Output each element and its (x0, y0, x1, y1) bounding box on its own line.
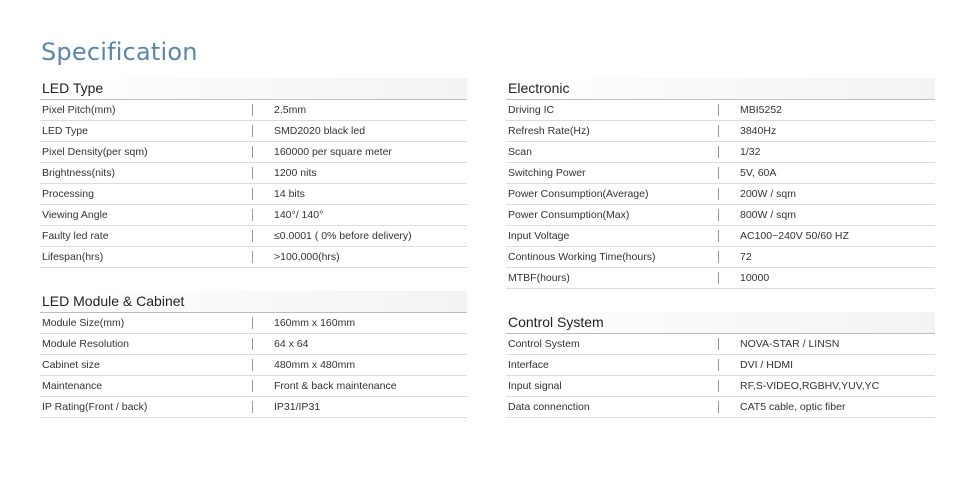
spec-value: MBI5252 (740, 104, 783, 116)
spec-value: 1/32 (740, 146, 761, 158)
spec-label: Power Consumption(Max) (508, 209, 630, 221)
spec-value: 140°/ 140° (274, 209, 324, 221)
spec-row (506, 100, 935, 121)
spec-row (40, 121, 467, 142)
spec-value: IP31/IP31 (274, 401, 321, 413)
spec-row (40, 397, 467, 418)
spec-label: Refresh Rate(Hz) (508, 125, 590, 137)
spec-value: Front & back maintenance (274, 380, 397, 392)
section-title: Control System (506, 312, 935, 334)
spec-row (506, 397, 935, 418)
spec-label: Faulty led rate (42, 230, 109, 242)
spec-value: 200W / sqm (740, 188, 797, 200)
spec-row (506, 268, 935, 289)
spec-value: AC100~240V 50/60 HZ (740, 230, 849, 242)
spec-value: 160mm x 160mm (274, 317, 356, 329)
spec-value: 72 (740, 251, 752, 263)
spec-label: Module Resolution (42, 338, 129, 350)
spec-label: LED Type (42, 125, 88, 137)
spec-label: Input Voltage (508, 230, 570, 242)
spec-row (40, 334, 467, 355)
spec-value: >100,000(hrs) (274, 251, 340, 263)
section-title: LED Module & Cabinet (40, 291, 467, 313)
spec-label: Continous Working Time(hours) (508, 251, 656, 263)
spec-value: SMD2020 black led (274, 125, 366, 137)
spec-row (40, 142, 467, 163)
spec-row (506, 355, 935, 376)
spec-row (506, 334, 935, 355)
spec-row (506, 376, 935, 397)
spec-label: Processing (42, 188, 94, 200)
spec-row (40, 355, 467, 376)
spec-value: 64 x 64 (274, 338, 309, 350)
spec-value: 3840Hz (740, 125, 777, 137)
spec-label: Data connenction (508, 401, 590, 413)
spec-label: Interface (508, 359, 549, 371)
spec-label: Cabinet size (42, 359, 100, 371)
spec-label: MTBF(hours) (508, 272, 570, 284)
spec-row (506, 142, 935, 163)
spec-row (506, 247, 935, 268)
spec-value: DVI / HDMI (740, 359, 794, 371)
spec-label: Power Consumption(Average) (508, 188, 649, 200)
spec-value: 1200 nits (274, 167, 317, 179)
spec-label: Driving IC (508, 104, 555, 116)
spec-value: 10000 (740, 272, 770, 284)
spec-section-control-system (506, 312, 935, 418)
left-spec-column (40, 78, 467, 418)
spec-label: Control System (508, 338, 580, 350)
spec-label: Lifespan(hrs) (42, 251, 104, 263)
spec-value: 2.5mm (274, 104, 307, 116)
spec-label: Input signal (508, 380, 562, 392)
section-title: Electronic (506, 78, 935, 100)
spec-value: 800W / sqm (740, 209, 797, 221)
spec-value: 14 bits (274, 188, 305, 200)
spec-label: Maintenance (42, 380, 103, 392)
spec-row (40, 100, 467, 121)
spec-label: Switching Power (508, 167, 586, 179)
spec-value: NOVA-STAR / LINSN (740, 338, 840, 350)
spec-row (40, 205, 467, 226)
spec-row (506, 163, 935, 184)
spec-section-led-module-cabinet (40, 291, 467, 418)
spec-value: 160000 per square meter (274, 146, 392, 158)
spec-label: IP Rating(Front / back) (42, 401, 148, 413)
spec-section-led-type (40, 78, 467, 268)
spec-row (506, 121, 935, 142)
spec-row (506, 205, 935, 226)
page-title: Specification (41, 38, 198, 67)
spec-value: CAT5 cable, optic fiber (740, 401, 846, 413)
spec-label: Scan (508, 146, 532, 158)
spec-row (40, 376, 467, 397)
section-title: LED Type (40, 78, 467, 100)
spec-row (40, 163, 467, 184)
spec-label: Brightness(nits) (42, 167, 115, 179)
spec-row (506, 184, 935, 205)
spec-label: Module Size(mm) (42, 317, 125, 329)
spec-row (40, 313, 467, 334)
spec-row (40, 226, 467, 247)
spec-label: Pixel Density(per sqm) (42, 146, 148, 158)
spec-row (40, 184, 467, 205)
right-spec-column (506, 78, 935, 418)
spec-section-electronic (506, 78, 935, 289)
spec-value: ≤0.0001 ( 0% before delivery) (274, 230, 412, 242)
spec-label: Viewing Angle (42, 209, 108, 221)
spec-row (506, 226, 935, 247)
spec-value: RF,S-VIDEO,RGBHV,YUV,YC (740, 380, 880, 392)
spec-value: 480mm x 480mm (274, 359, 356, 371)
spec-row (40, 247, 467, 268)
spec-label: Pixel Pitch(mm) (42, 104, 116, 116)
spec-value: 5V, 60A (740, 167, 777, 179)
